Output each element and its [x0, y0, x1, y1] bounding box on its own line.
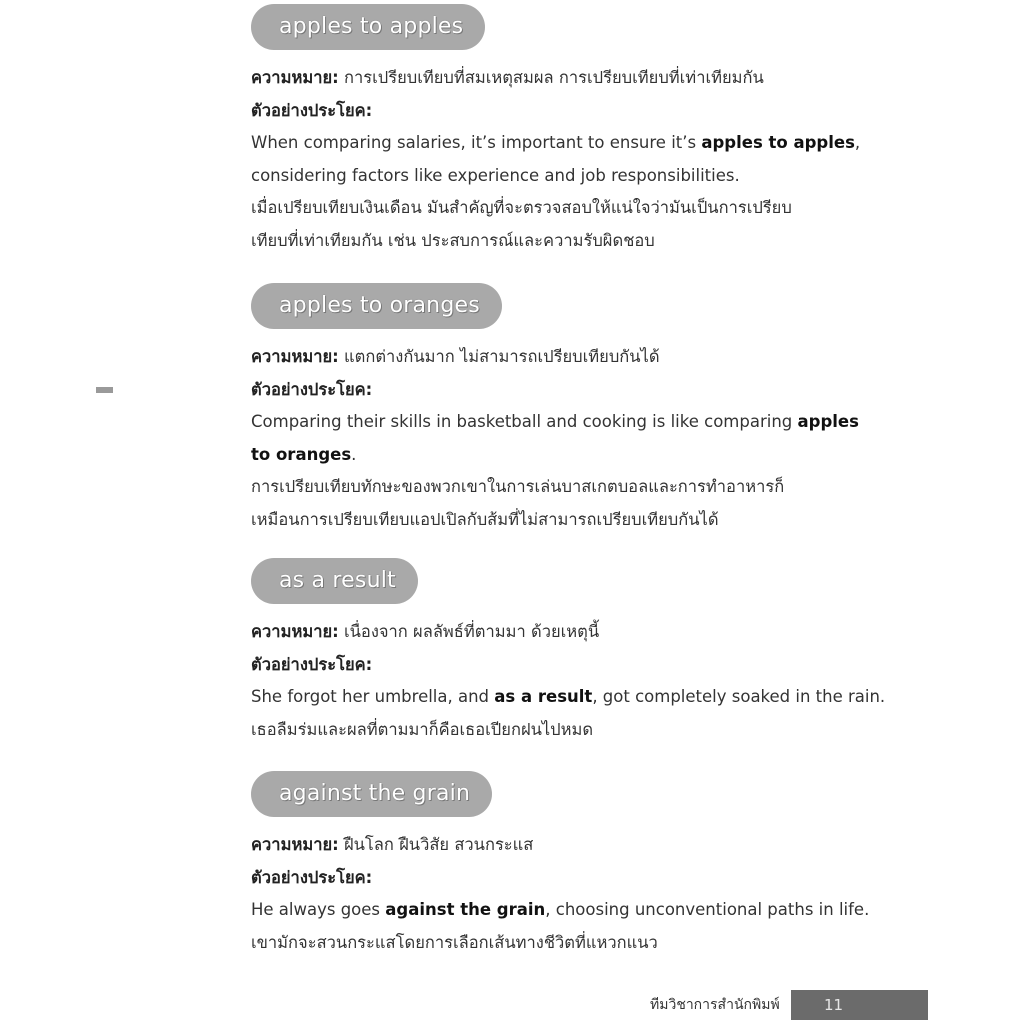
- english-example-line: [251, 894, 870, 927]
- page-number: 11: [824, 996, 844, 1014]
- meaning-text: การเปรียบเทียบที่สมเหตุสมผล การเปรียบเทียบที่เท่าเทียมกัน: [343, 68, 764, 87]
- meaning-label: ความหมาย:: [251, 622, 339, 641]
- thai-translation-line: เทียบที่เท่าเทียมกัน เช่น ประสบการณ์และความรับผิดชอบ: [251, 230, 655, 250]
- thai-translation-line: เธอลืมร่มและผลที่ตามมาก็คือเธอเปียกฝนไปหมด: [251, 719, 594, 739]
- thai-translation-line: เหมือนการเปรียบเทียบแอปเปิลกับส้มที่ไม่สามารถเปรียบเทียบกันได้: [251, 509, 719, 529]
- idiom-entry-apples-to-apples: [251, 4, 861, 257]
- meaning-label: ความหมาย:: [251, 68, 339, 87]
- idiom-title-pill: as a result: [251, 558, 418, 604]
- meaning-label: ความหมาย:: [251, 835, 339, 854]
- idiom-highlight: to oranges: [251, 444, 352, 464]
- english-example-line: [251, 681, 886, 714]
- page-number-bar: [791, 990, 928, 1020]
- example-label: ตัวอย่างประโยค:: [251, 100, 373, 120]
- example-label: ตัวอย่างประโยค:: [251, 867, 373, 887]
- idiom-highlight: as a result: [494, 687, 593, 706]
- english-text: He always goes: [251, 900, 386, 919]
- english-text: .: [351, 444, 357, 464]
- idiom-entry-as-a-result: [251, 558, 886, 746]
- idiom-highlight: against the grain: [385, 900, 546, 919]
- english-text: Comparing their skills in basketball and cooking is like comparing: [251, 412, 798, 431]
- english-text: , got completely soaked in the rain.: [592, 687, 886, 706]
- meaning-text: เนื่องจาก ผลลัพธ์ที่ตามมา ด้วยเหตุนี้: [343, 622, 600, 641]
- meaning-line: [251, 829, 836, 862]
- thai-translation-line: เมื่อเปรียบเทียบเงินเดือน มันสำคัญที่จะตรวจสอบให้แน่ใจว่ามันเป็นการเปรียบ: [251, 198, 792, 217]
- english-text: , choosing unconventional paths in life.: [545, 900, 870, 919]
- english-example-line: [251, 406, 859, 439]
- meaning-label: ความหมาย:: [251, 347, 339, 366]
- idiom-highlight: apples to apples: [701, 133, 855, 152]
- english-example-line: [251, 439, 836, 472]
- english-text: When comparing salaries, it’s important to ensure it’s: [251, 133, 702, 152]
- idiom-entry-against-the-grain: [251, 771, 870, 959]
- idiom-highlight: apples: [797, 412, 859, 431]
- meaning-line: [251, 341, 836, 374]
- english-text: ,: [854, 133, 861, 152]
- meaning-line: [251, 616, 836, 649]
- idiom-entry-apples-to-oranges: [251, 283, 859, 536]
- thai-translation-line: เขามักจะสวนกระแสโดยการเลือกเส้นทางชีวิตที่แหวกแนว: [251, 932, 658, 952]
- english-example-line: [251, 127, 861, 160]
- idiom-title-pill: apples to apples: [251, 4, 485, 50]
- english-text: She forgot her umbrella, and: [251, 687, 495, 706]
- publisher-footer: ทีมวิชาการสำนักพิมพ์: [650, 997, 780, 1013]
- meaning-line: [251, 62, 836, 95]
- meaning-text: ฝืนโลก ฝืนวิสัย สวนกระแส: [343, 835, 534, 854]
- idiom-title-pill: against the grain: [251, 771, 492, 817]
- example-label: ตัวอย่างประโยค:: [251, 379, 373, 399]
- side-margin-mark: [96, 387, 113, 393]
- english-example-line: considering factors like experience and job responsibilities.: [251, 165, 740, 185]
- example-label: ตัวอย่างประโยค:: [251, 654, 373, 674]
- idiom-title-pill: apples to oranges: [251, 283, 502, 329]
- thai-translation-line: การเปรียบเทียบทักษะของพวกเขาในการเล่นบาสเกตบอลและการทำอาหารก็: [251, 477, 785, 496]
- meaning-text: แตกต่างกันมาก ไม่สามารถเปรียบเทียบกันได้: [343, 347, 660, 366]
